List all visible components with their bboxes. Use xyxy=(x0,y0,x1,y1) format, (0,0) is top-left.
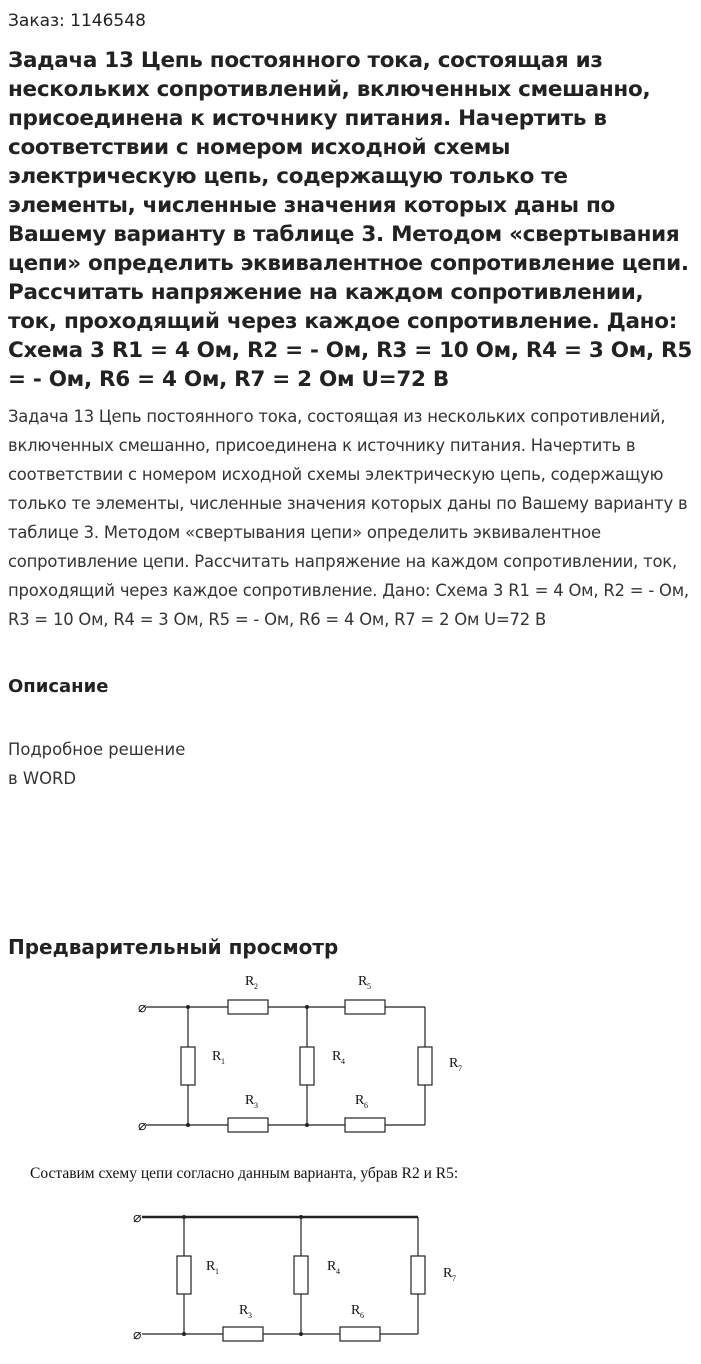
label-sub: 4 xyxy=(341,1057,345,1066)
resistor-r5 xyxy=(345,1000,385,1014)
circuit-1 xyxy=(146,1000,432,1132)
label-sub: 4 xyxy=(336,1267,340,1276)
label-r: R xyxy=(351,1303,361,1318)
label-sub: 3 xyxy=(248,1311,252,1320)
description-line-1: Подробное решение xyxy=(8,740,186,759)
resistor-r1 xyxy=(177,1256,191,1294)
label-r: R xyxy=(449,1056,459,1071)
label-sub: 6 xyxy=(360,1311,364,1320)
label-r: R xyxy=(443,1266,453,1281)
label-r: R xyxy=(327,1259,337,1274)
label-sub: 2 xyxy=(254,982,258,991)
task-body: Задача 13 Цепь постоянного тока, состоящая из нескольких сопротивлений, включенных смешанно, присоединена к источнику питания. Начертить в соответствии с номером исходной схемы электрическую цепь, содержащую только те элементы, численные значения которых даны по Вашему варианту в таблице 3. Методом «свертывания цепи» определить эквивалентное сопротивление цепи. Рассчитать напряжение на каждом сопротивлении, ток, проходящий через каждое сопротивление. Дано: Схема 3 R1 = 4 Ом, R2 = - Ом, R3 = 10 Ом, R4 = 3 Ом, R5 = - Ом, R6 = 4 Ом, R7 = 2 Ом U=72 В xyxy=(8,407,689,629)
terminal-bottom-1: ⌀ xyxy=(138,1119,147,1134)
preview-caption: Составим схему цепи согласно данным варианта, убрав R2 и R5: xyxy=(30,1165,459,1182)
label-r: R xyxy=(239,1303,249,1318)
label-sub: 7 xyxy=(452,1274,456,1283)
preview-heading: Предварительный просмотр xyxy=(8,935,339,959)
order-number: Заказ: 1146548 xyxy=(8,11,146,31)
resistor-r3 xyxy=(223,1327,263,1341)
description-heading: Описание xyxy=(8,676,109,697)
resistor-r7 xyxy=(418,1047,432,1085)
description-line-2: в WORD xyxy=(8,769,76,788)
label-sub: 6 xyxy=(364,1101,368,1110)
task-title: Задача 13 Цепь постоянного тока, состоящая из нескольких сопротивлений, включенных смешанно, присоединена к источнику питания. Начертить в соответствии с номером исходной схемы электрическую цепь, содержащую только те элементы, численные значения которых даны по Вашему варианту в таблице 3. Методом «свертывания цепи» определить эквивалентное сопротивление цепи. Рассчитать напряжение на каждом сопротивлении, ток, проходящий через каждое сопротивление. Дано: Схема 3 R1 = 4 Ом, R2 = - Ом, R3 = 10 Ом, R4 = 3 Ом, R5 = - Ом, R6 = 4 Ом, R7 = 2 Ом U=72 В xyxy=(8,48,692,392)
resistor-r1 xyxy=(181,1047,195,1085)
label-r: R xyxy=(332,1049,342,1064)
resistor-r4 xyxy=(294,1256,308,1294)
label-r: R xyxy=(212,1049,222,1064)
label-sub: 5 xyxy=(367,982,371,991)
label-sub: 1 xyxy=(215,1267,219,1276)
resistor-r4 xyxy=(300,1047,314,1085)
label-r: R xyxy=(245,974,255,989)
label-sub: 3 xyxy=(254,1101,258,1110)
resistor-r6 xyxy=(340,1327,380,1341)
label-r: R xyxy=(358,974,368,989)
circuit-1-nodes xyxy=(186,1005,309,1127)
resistor-r3 xyxy=(228,1118,268,1132)
label-r: R xyxy=(245,1093,255,1108)
resistor-r7 xyxy=(411,1256,425,1294)
terminal-top-2: ⌀ xyxy=(133,1211,142,1226)
label-r: R xyxy=(355,1093,365,1108)
terminal-bottom-2: ⌀ xyxy=(133,1328,142,1343)
resistor-r6 xyxy=(345,1118,385,1132)
label-sub: 7 xyxy=(458,1064,462,1073)
resistor-r2 xyxy=(228,1000,268,1014)
label-r: R xyxy=(206,1259,216,1274)
label-sub: 1 xyxy=(221,1057,225,1066)
circuit-2 xyxy=(142,1217,425,1341)
terminal-top-1: ⌀ xyxy=(138,1001,147,1016)
